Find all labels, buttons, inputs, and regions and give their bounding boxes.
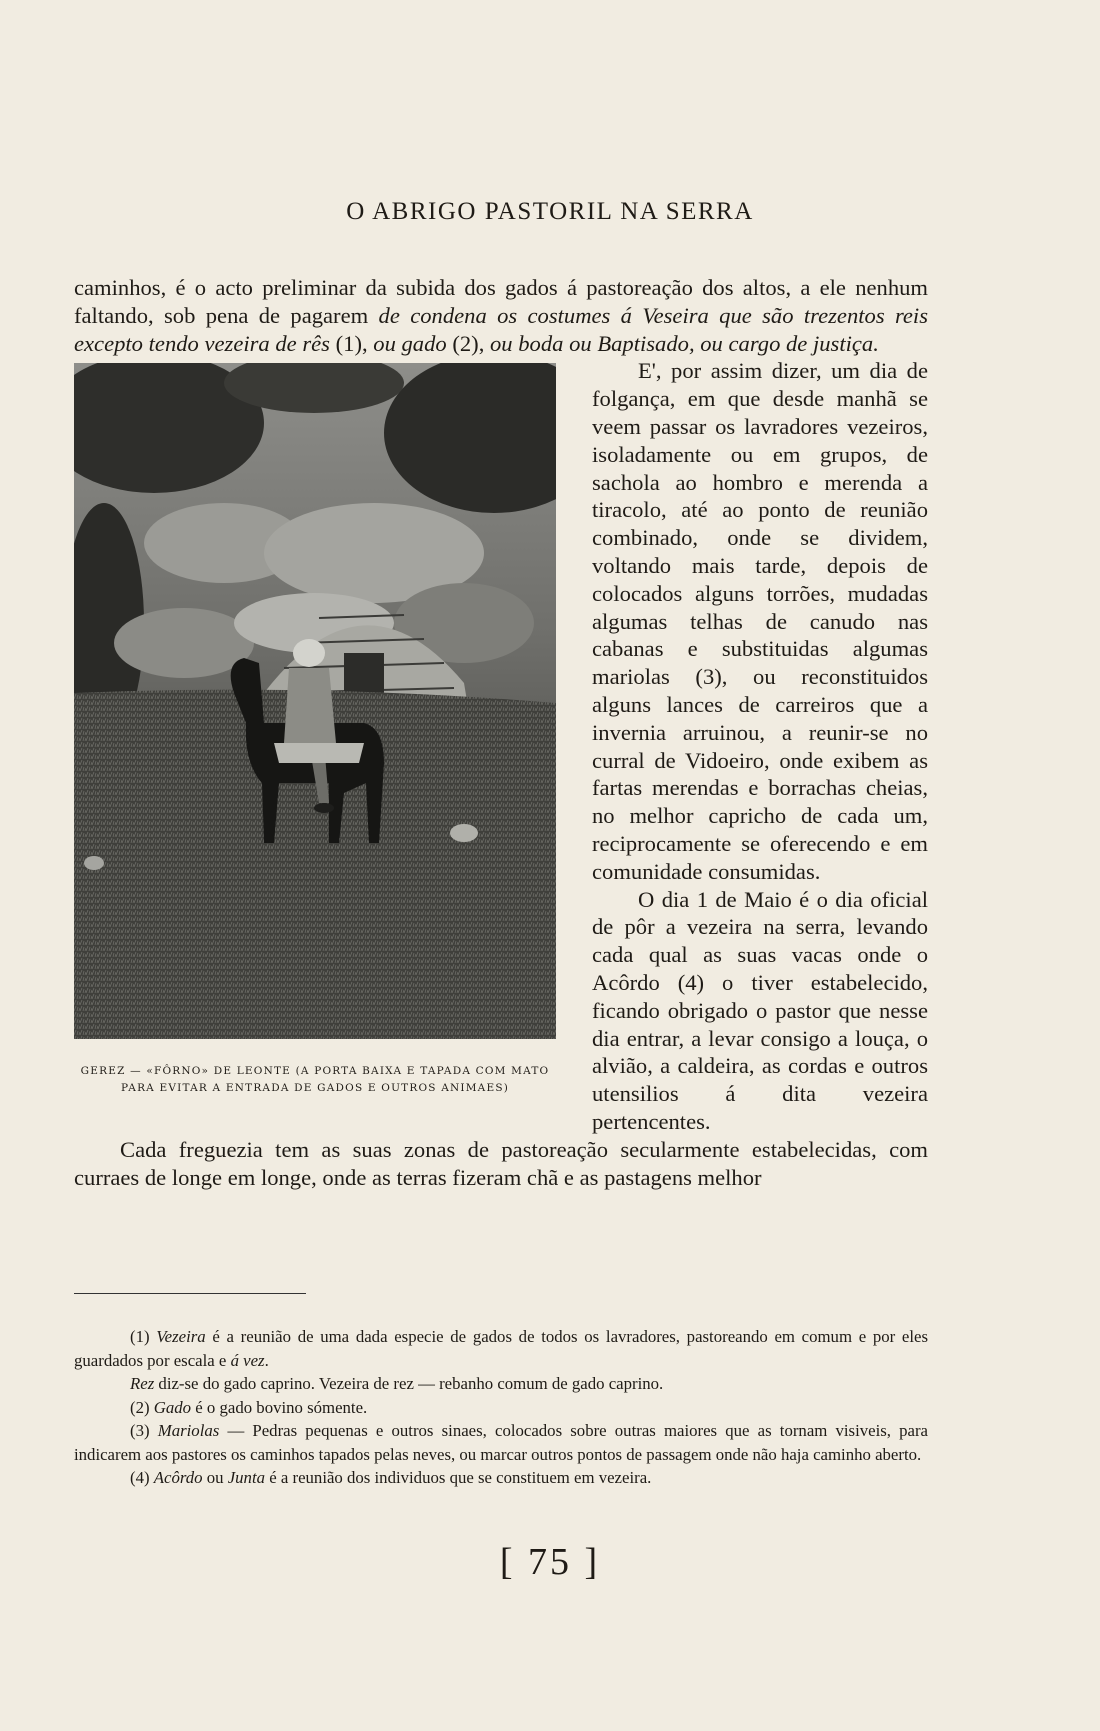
- main-text: [74, 274, 928, 1191]
- running-header: O ABRIGO PASTORIL NA SERRA: [346, 198, 754, 225]
- paragraph-4: Cada freguezia tem as suas zonas de pastoreação secularmente estabelecidas, com curraes de longe em longe, onde as terras fizeram chã e as pastagens melhor: [74, 1136, 928, 1190]
- footnotes: [74, 1325, 928, 1490]
- footnote-3: (3) Mariolas — Pedras pequenas e outros sinaes, colocados sobre outras maiores que as tornam visiveis, para indicarem aos pastores os caminhos tapados pelas neves, ou marcar outros pontos de passagem onde não haja caminho aberto.: [74, 1421, 928, 1464]
- paragraph-2: E', por assim dizer, um dia de folgança, em que desde manhã se veem passar os lavradores vezeiros, isoladamente ou em grupos, de sachola ao hombro e merenda a tiracolo, até ao ponto de reunião combinado, onde se dividem, voltando mais tarde, depois de colocados alguns torrões, mudadas algumas telhas de canudo nas cabanas e substituidas algumas mariolas (3), ou reconstituidos alguns lances de carreiros que a invernia arruinou, a reunir-se no curral de Vidoeiro, onde exibem as fartas merendas e borrachas cheias, no melhor capricho de cada um, reciprocamente se oferecendo e em comunidade consumidas.: [592, 358, 928, 884]
- footnote-2: (2) Gado é o gado bovino sómente.: [130, 1397, 368, 1417]
- photo-shepherd-shelter: [74, 363, 556, 1039]
- paragraph-3: O dia 1 de Maio é o dia oficial de pôr a vezeira na serra, levando cada qual as suas vacas onde o Acôrdo (4) o tiver estabelecido, ficando obrigado o pastor que nesse dia entrar, a levar consigo a louça, o alvião, a caldeira, as cordas e outros utensilios á dita vezeira pertencentes.: [592, 886, 928, 1134]
- paragraph-1: caminhos, é o acto preliminar da subida dos gados á pastoreação dos altos, a ele nenhum faltando, sob pena de pagarem de condena os costumes á Veseira que são trezentos reis excepto tendo vezeira de rês (1), ou gado (2), ou boda ou Baptisado, ou cargo de justiça.: [74, 275, 929, 356]
- footnote-4: (4) Acôrdo ou Junta é a reunião dos individuos que se constituem em vezeira.: [130, 1468, 652, 1487]
- footnote-1b: Rez diz-se do gado caprino. Vezeira de rez — rebanho comum de gado caprino.: [130, 1374, 664, 1393]
- footnote-rule: [74, 1293, 306, 1294]
- figure-caption: GEREZ — «FÔRNO» DE LEONTE (A PORTA BAIXA E TAPADA COM MATO PARA EVITAR A ENTRADA DE GADOS E OUTROS ANIMAES): [80, 1065, 550, 1095]
- page-number: [ 75 ]: [499, 1541, 601, 1583]
- photo-figure: [74, 363, 556, 1133]
- footnote-1: (1) Vezeira é a reunião de uma dada especie de gados de todos os lavradores, pastoreando em comum e por eles guardados por escala e á vez.: [74, 1327, 929, 1370]
